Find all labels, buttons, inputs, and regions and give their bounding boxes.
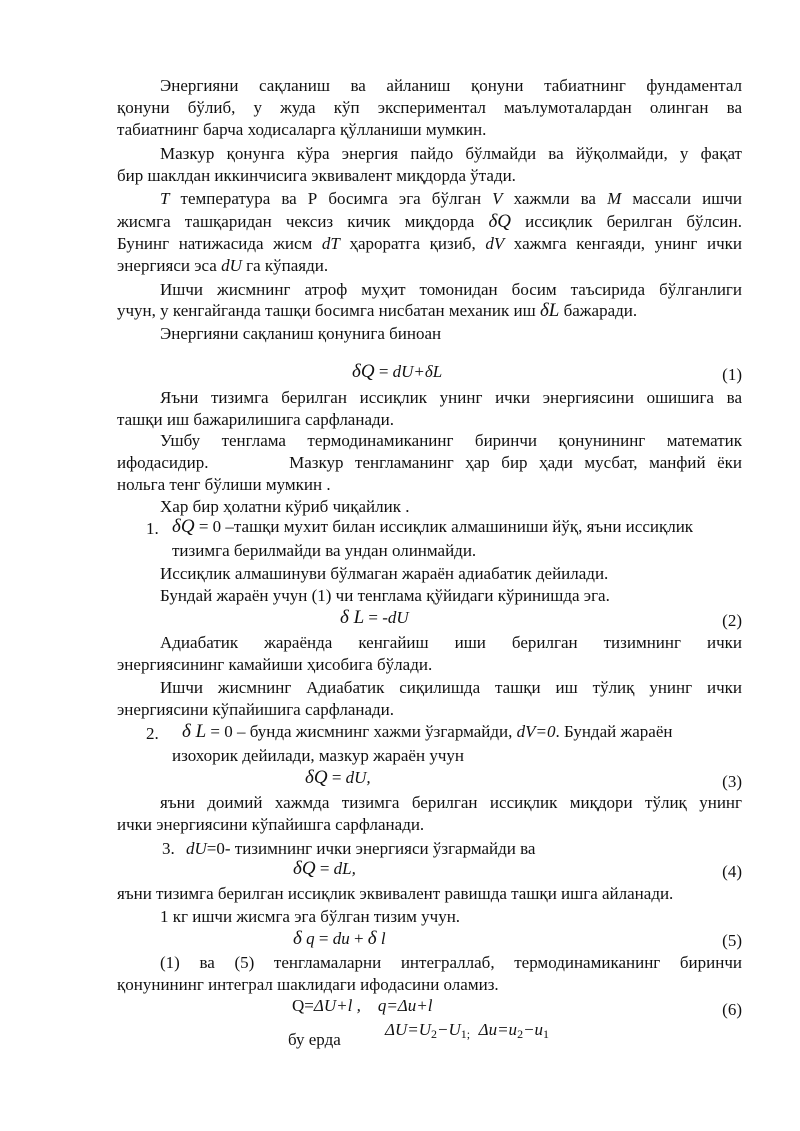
para12-line2: энергиясини кўпайишига сарфланади. [117,700,395,719]
equation-2: δ L = -dU [340,607,409,628]
var-T: T [160,189,170,208]
equation-5-number: (5) [722,931,742,950]
equation-1: δQ = dU+δL [352,361,443,382]
where-label: бу ерда [288,1030,341,1049]
para15: 1 кг ишчи жисмга эга бўлган тизим учун. [160,907,461,926]
para5: Энергияни сақланиш қонунига биноан [160,324,442,343]
para1-line3: табиатнинг барча ходисаларга қўлланиши мумкин. [117,120,487,139]
para2-line1: Мазкур қонунга кўра энергия пайдо бўлмайди ва йўқолмайди, у фақат [160,144,742,163]
var-M: M [607,189,622,208]
para1-line1: Энергияни сақланиш ва айланиш қонуни табиатнинг фундаментал [160,76,742,95]
para3-line1: T температура ва Р босимга эга бўлган V хажмли ва M массали ишчи [160,189,742,208]
equation-6: Q=ΔU+l , q=Δu+l [292,996,433,1015]
para12-line1: Ишчи жисмнинг Адиабатик сиқилишда ташқи иш тўлиқ унинг ички [160,678,742,697]
equation-5: δ q = du + δ l [293,928,386,949]
equation-3: δQ = dU, [305,767,371,788]
equation-3-number: (3) [722,772,742,791]
para11-line2: энергиясининг камайиши ҳисобига бўлади. [117,655,433,674]
para6-line2: ташқи иш бажарилишига сарфланади. [117,410,394,429]
para3-line4: энергияси эса dU га кўпаяди. [117,256,329,275]
para16-line2: қонунининг интеграл шаклидаги ифодасини оламиз. [117,975,499,994]
para7-line1: Ушбу тенглама термодинамиканинг биринчи қонунининг математик [160,431,742,450]
equation-4-number: (4) [722,862,742,881]
item-1-line2: тизимга берилмайди ва ундан олинмайди. [172,541,477,560]
delta-q-symbol: δQ [488,211,511,232]
para10: Бундай жараён учун (1) чи тенглама қўйидаги кўринишда эга. [160,586,610,605]
item-3-line1: dU=0- тизимнинг ички энергияси ўзгармайди ва [186,839,536,858]
para16-line1: (1) ва (5) тенгламаларни интеграллаб, термодинамиканинг биринчи [160,953,742,972]
var-V: V [492,189,503,208]
para4-line1: Ишчи жисмнинг атроф муҳит томонидан босим таъсирида бўлганлиги [160,280,742,299]
item-1-number: 1. [146,519,159,538]
para13-line2: ички энергиясини кўпайишга сарфланади. [117,815,425,834]
item-2-line2: изохорик дейилади, мазкур жараён учун [172,746,464,765]
para1-line2: қонуни бўлиб, у жуда кўп экспериментал маълумоталардан олинган ва [117,98,742,117]
equation-4: δQ = dL, [293,858,356,879]
para3-line3: Бунинг натижасида жисм dT ҳароратга қизиб, dV хажмга кенгаяди, унинг ички [117,234,742,253]
para13-line1: яъни доимий хажмда тизимга берилган иссиқлик миқдори тўлиқ унинг [160,793,742,812]
item-1-line1: δQ = 0 –ташқи мухит билан иссиқлик алмашиниши йўқ, яъни иссиқлик [172,516,694,537]
para9: Иссиқлик алмашинуви бўлмаган жараён адиабатик дейилади. [160,564,609,583]
equation-1-number: (1) [722,365,742,384]
para2-line2: бир шаклдан иккинчисига эквивалент миқдорда ўтади. [117,166,516,185]
item-2-line1: δ L = 0 – бунда жисмнинг хажми ўзгармайди, dV=0. Бундай жараён [182,721,673,742]
para6-line1: Яъни тизимга берилган иссиқлик унинг ички энергиясини ошишига ва [160,388,742,407]
item-3-number: 3. [162,839,175,858]
para7-line2: ифодасидир. Мазкур тенгламанинг ҳар бир ҳади мусбат, манфий ёки [117,453,742,472]
para14: яъни тизимга берилган иссиқлик эквивалент равишда ташқи ишга айланади. [117,884,674,903]
para3-line2: жисмга ташқаридан чексиз кичик миқдорда δQ иссиқлик берилган бўлсин. [117,211,742,232]
item-2-number: 2. [146,724,159,743]
where-formulas: $\Delta U=U_2-U_{1;}$ $\Delta u=u_2-u_1$ [385,1020,550,1041]
para11-line1: Адиабатик жараёнда кенгайиш иши берилган тизимнинг ички [160,633,742,652]
para8: Хар бир ҳолатни кўриб чиқайлик . [160,497,410,516]
equation-2-number: (2) [722,611,742,630]
para7-line3: нольга тенг бўлиши мумкин . [117,475,331,494]
para4-line2: учун, у кенгайганда ташқи босимга нисбатан механик иш δL бажаради. [117,300,638,321]
equation-6-number: (6) [722,1000,742,1019]
